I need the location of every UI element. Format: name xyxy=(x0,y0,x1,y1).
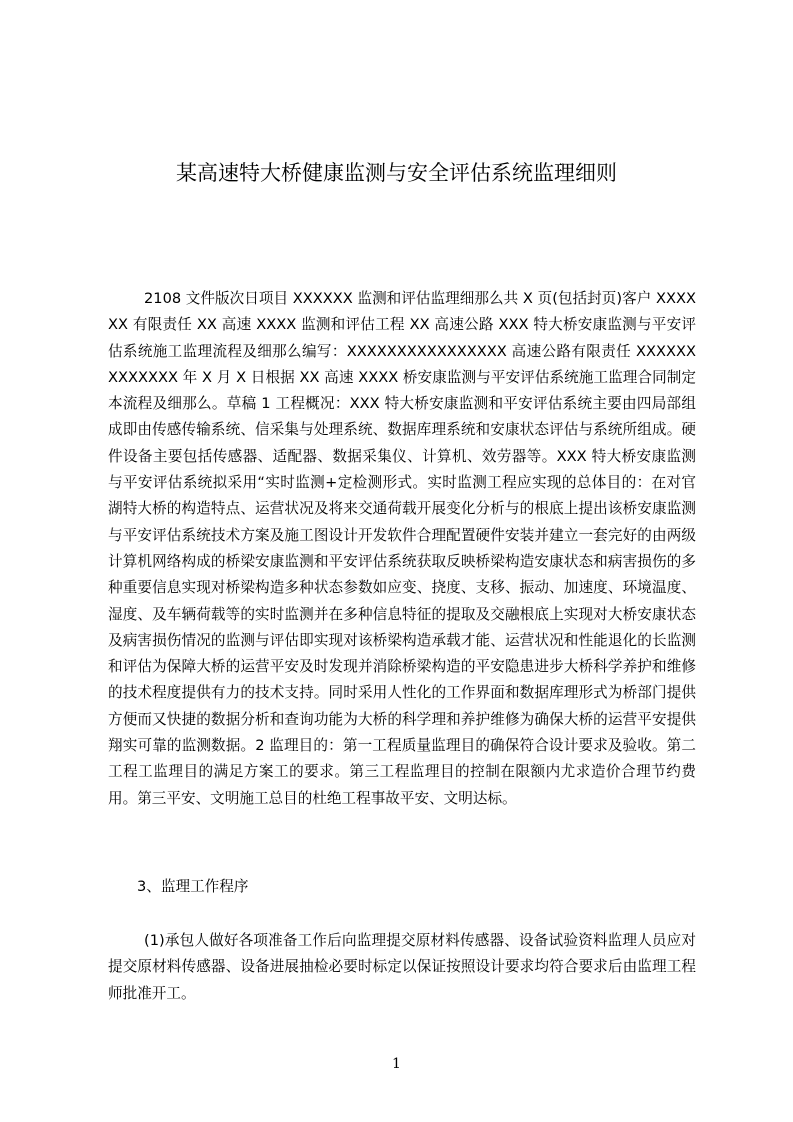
section-heading: 3、监理工作程序 xyxy=(137,878,249,895)
body-paragraph: 2108 文件版次日项目 XXXXXX 监测和评估监理细那么共 X 页(包括封页)客户 XXXXXX 有限责任 XX 高速 XXXX 监测和评估工程 XX 高速公路 XXX 特大桥安康监测与平安评估系统施工监理流程及细那么编写：XXXXXXXXXXXXXXXX 高速公路有限责任 XXXXXXXXXXXXX 年 X 月 X 日根据 XX 高速 XXXX 桥安康监测与平安评估系统施工监理合同制定本流程及细那么。草稿 1 工程概况：XXX 特大桥安康监测和平安评估系统主要由四局部组成即由传感传输系统、信采集与处理系统、数据库理系统和安康状态评估与系统所组成。硬件设备主要包括传感器、适配器、数据采集仪、计算机、效劳器等。XXX 特大桥安康监测与平安评估系统拟采用“实时监测+定检测形式。实时监测工程应实现的总体目的：在对官湖特大桥的构造特点、运营状况及将来交通荷载开展变化分析与的根底上提出该桥安康监测与平安评估系统技术方案及施工图设计开发软件合理配置硬件安装并建立一套完好的由两级计算机网络构成的桥梁安康监测和平安评估系统获取反映桥梁构造安康状态和病害损伤的多种重要信息实现对桥梁构造多种状态参数如应变、挠度、支移、振动、加速度、环境温度、湿度、及车辆荷载等的实时监测并在多种信息特征的提取及交融根底上实现对大桥安康状态及病害损伤情况的监测与评估即实现对该桥梁构造承载才能、运营状况和性能退化的长监测和评估为保障大桥的运营平安及时发现并消除桥梁构造的平安隐患进步大桥科学养护和维修的技术程度提供有力的技术支持。同时采用人性化的工作界面和数据库理形式为桥部门提供方便而又快捷的数据分析和查询功能为大桥的科学理和养护维修为确保大桥的运营平安提供翔实可靠的监测数据。2 监理目的：第一工程质量监理目的确保符合设计要求及验收。第二工程工监理目的满足方案工的要求。第三工程监理目的控制在限额内尤求造价合理节约费用。第三平安、文明施工总目的杜绝工程事故平安、文明达标。 xyxy=(108,290,696,807)
body-paragraph: (1)承包人做好各项准备工作后向监理提交原材料传感器、设备试验资料监理人员应对提交原材料传感器、设备进展抽检必要时标定以保证按照设计要求均符合要求后由监理工程师批准开工。 xyxy=(108,932,696,1002)
page-number: 1 xyxy=(392,1056,401,1072)
document-title: 某高速特大桥健康监测与安全评估系统监理细则 xyxy=(176,161,617,186)
